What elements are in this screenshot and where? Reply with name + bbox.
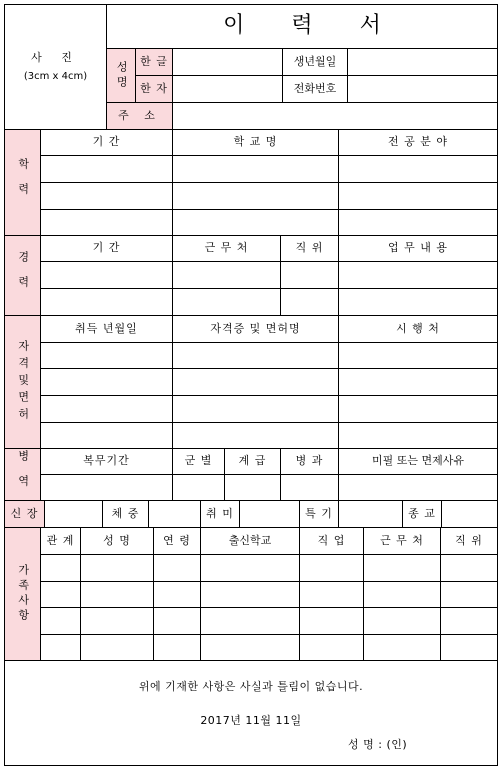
education-cell[interactable] (172, 182, 339, 210)
education-cell[interactable] (338, 182, 498, 210)
family-cell[interactable] (153, 607, 201, 635)
family-cell[interactable] (440, 581, 498, 608)
skill-label: 특 기 (299, 500, 339, 528)
family-header-age: 연 령 (153, 527, 201, 555)
license-cell[interactable] (172, 368, 339, 396)
weight-field[interactable] (148, 500, 201, 528)
license-header-name: 자격증 및 면허명 (172, 315, 339, 343)
family-header-position: 직 위 (440, 527, 498, 555)
military-header-rank: 계 급 (224, 448, 281, 475)
weight-label: 체 중 (102, 500, 149, 528)
license-cell[interactable] (172, 395, 339, 423)
education-header-major: 전 공 분 야 (338, 129, 498, 156)
military-cell[interactable] (224, 474, 281, 501)
family-cell[interactable] (363, 607, 441, 635)
license-cell[interactable] (338, 368, 498, 396)
military-cell[interactable] (338, 474, 498, 501)
family-cell[interactable] (440, 607, 498, 635)
education-section-label: 학력 (4, 129, 41, 236)
family-cell[interactable] (153, 581, 201, 608)
family-cell[interactable] (40, 554, 81, 582)
photo-label: 사 진 (31, 51, 80, 65)
license-header-date: 취득 년월일 (40, 315, 173, 343)
family-cell[interactable] (363, 634, 441, 661)
family-cell[interactable] (440, 634, 498, 661)
family-cell[interactable] (363, 581, 441, 608)
birth-label: 생년월일 (282, 48, 348, 76)
declaration-text: 위에 기재한 사항은 사실과 틀림이 없습니다. (138, 680, 364, 693)
height-label: 신 장 (4, 500, 45, 528)
education-cell[interactable] (338, 155, 498, 183)
address-label: 주 소 (106, 102, 173, 130)
education-cell[interactable] (40, 209, 173, 236)
family-cell[interactable] (153, 554, 201, 582)
family-section-label: 가족사항 (4, 527, 41, 661)
career-header-duty: 업 무 내 용 (338, 235, 498, 262)
phone-field[interactable] (347, 75, 498, 103)
license-cell[interactable] (338, 422, 498, 449)
religion-label: 종 교 (402, 500, 442, 528)
hangul-name-field[interactable] (172, 48, 283, 76)
hobby-label: 취 미 (200, 500, 240, 528)
license-header-issuer: 시 행 처 (338, 315, 498, 343)
family-cell[interactable] (80, 607, 154, 635)
license-cell[interactable] (172, 422, 339, 449)
address-field[interactable] (172, 102, 498, 130)
hanja-name-field[interactable] (172, 75, 283, 103)
hangul-label: 한 글 (135, 48, 173, 76)
military-cell[interactable] (280, 474, 339, 501)
career-cell[interactable] (338, 261, 498, 289)
photo-box (4, 4, 107, 130)
family-cell[interactable] (80, 581, 154, 608)
license-cell[interactable] (338, 395, 498, 423)
military-header-branch: 군 별 (172, 448, 225, 475)
career-header-position: 직 위 (280, 235, 339, 262)
phone-label: 전화번호 (282, 75, 348, 103)
career-cell[interactable] (280, 288, 339, 316)
family-cell[interactable] (299, 634, 364, 661)
hanja-label: 한 자 (135, 75, 173, 103)
military-header-specialty: 병 과 (280, 448, 339, 475)
education-cell[interactable] (172, 155, 339, 183)
family-cell[interactable] (299, 554, 364, 582)
family-cell[interactable] (200, 554, 300, 582)
military-cell[interactable] (172, 474, 225, 501)
education-header-period: 기 간 (40, 129, 173, 156)
education-cell[interactable] (40, 155, 173, 183)
name-label: 성명 (106, 48, 136, 103)
religion-field[interactable] (441, 500, 498, 528)
family-cell[interactable] (153, 634, 201, 661)
license-cell[interactable] (40, 422, 173, 449)
date-text: 2017년 11월 11일 (200, 714, 302, 727)
license-cell[interactable] (338, 342, 498, 369)
page-title: 이 력 서 (106, 4, 498, 49)
career-cell[interactable] (338, 288, 498, 316)
family-header-school: 출신학교 (200, 527, 300, 555)
education-cell[interactable] (172, 209, 339, 236)
military-section-label: 병역 (4, 448, 41, 501)
military-cell[interactable] (40, 474, 173, 501)
education-header-school: 학 교 명 (172, 129, 339, 156)
career-cell[interactable] (40, 261, 173, 289)
family-cell[interactable] (299, 607, 364, 635)
career-header-period: 기 간 (40, 235, 173, 262)
license-section-label: 자격및면허 (4, 315, 41, 449)
family-header-workplace: 근 무 처 (363, 527, 441, 555)
license-cell[interactable] (40, 395, 173, 423)
hobby-field[interactable] (239, 500, 300, 528)
photo-size: (3cm x 4cm) (23, 70, 88, 82)
family-cell[interactable] (80, 554, 154, 582)
signature-field[interactable]: 성 명 : (인) (348, 738, 408, 751)
family-header-relation: 관 계 (40, 527, 81, 555)
birth-field[interactable] (347, 48, 498, 76)
career-cell[interactable] (40, 288, 173, 316)
family-cell[interactable] (80, 634, 154, 661)
family-cell[interactable] (200, 634, 300, 661)
career-header-workplace: 근 무 처 (172, 235, 281, 262)
skill-field[interactable] (338, 500, 403, 528)
military-header-exemption: 미필 또는 면제사유 (338, 448, 498, 475)
career-cell[interactable] (172, 288, 281, 316)
family-cell[interactable] (200, 607, 300, 635)
family-cell[interactable] (440, 554, 498, 582)
height-field[interactable] (44, 500, 103, 528)
family-cell[interactable] (299, 581, 364, 608)
family-cell[interactable] (363, 554, 441, 582)
education-cell[interactable] (338, 209, 498, 236)
family-header-name: 성 명 (80, 527, 154, 555)
family-header-job: 직 업 (299, 527, 364, 555)
license-cell[interactable] (40, 368, 173, 396)
family-cell[interactable] (40, 634, 81, 661)
military-header-period: 복무기간 (40, 448, 173, 475)
license-cell[interactable] (40, 342, 173, 369)
career-section-label: 경력 (4, 235, 41, 316)
career-cell[interactable] (172, 261, 281, 289)
family-cell[interactable] (200, 581, 300, 608)
family-cell[interactable] (40, 581, 81, 608)
family-cell[interactable] (40, 607, 81, 635)
education-cell[interactable] (40, 182, 173, 210)
license-cell[interactable] (172, 342, 339, 369)
career-cell[interactable] (280, 261, 339, 289)
